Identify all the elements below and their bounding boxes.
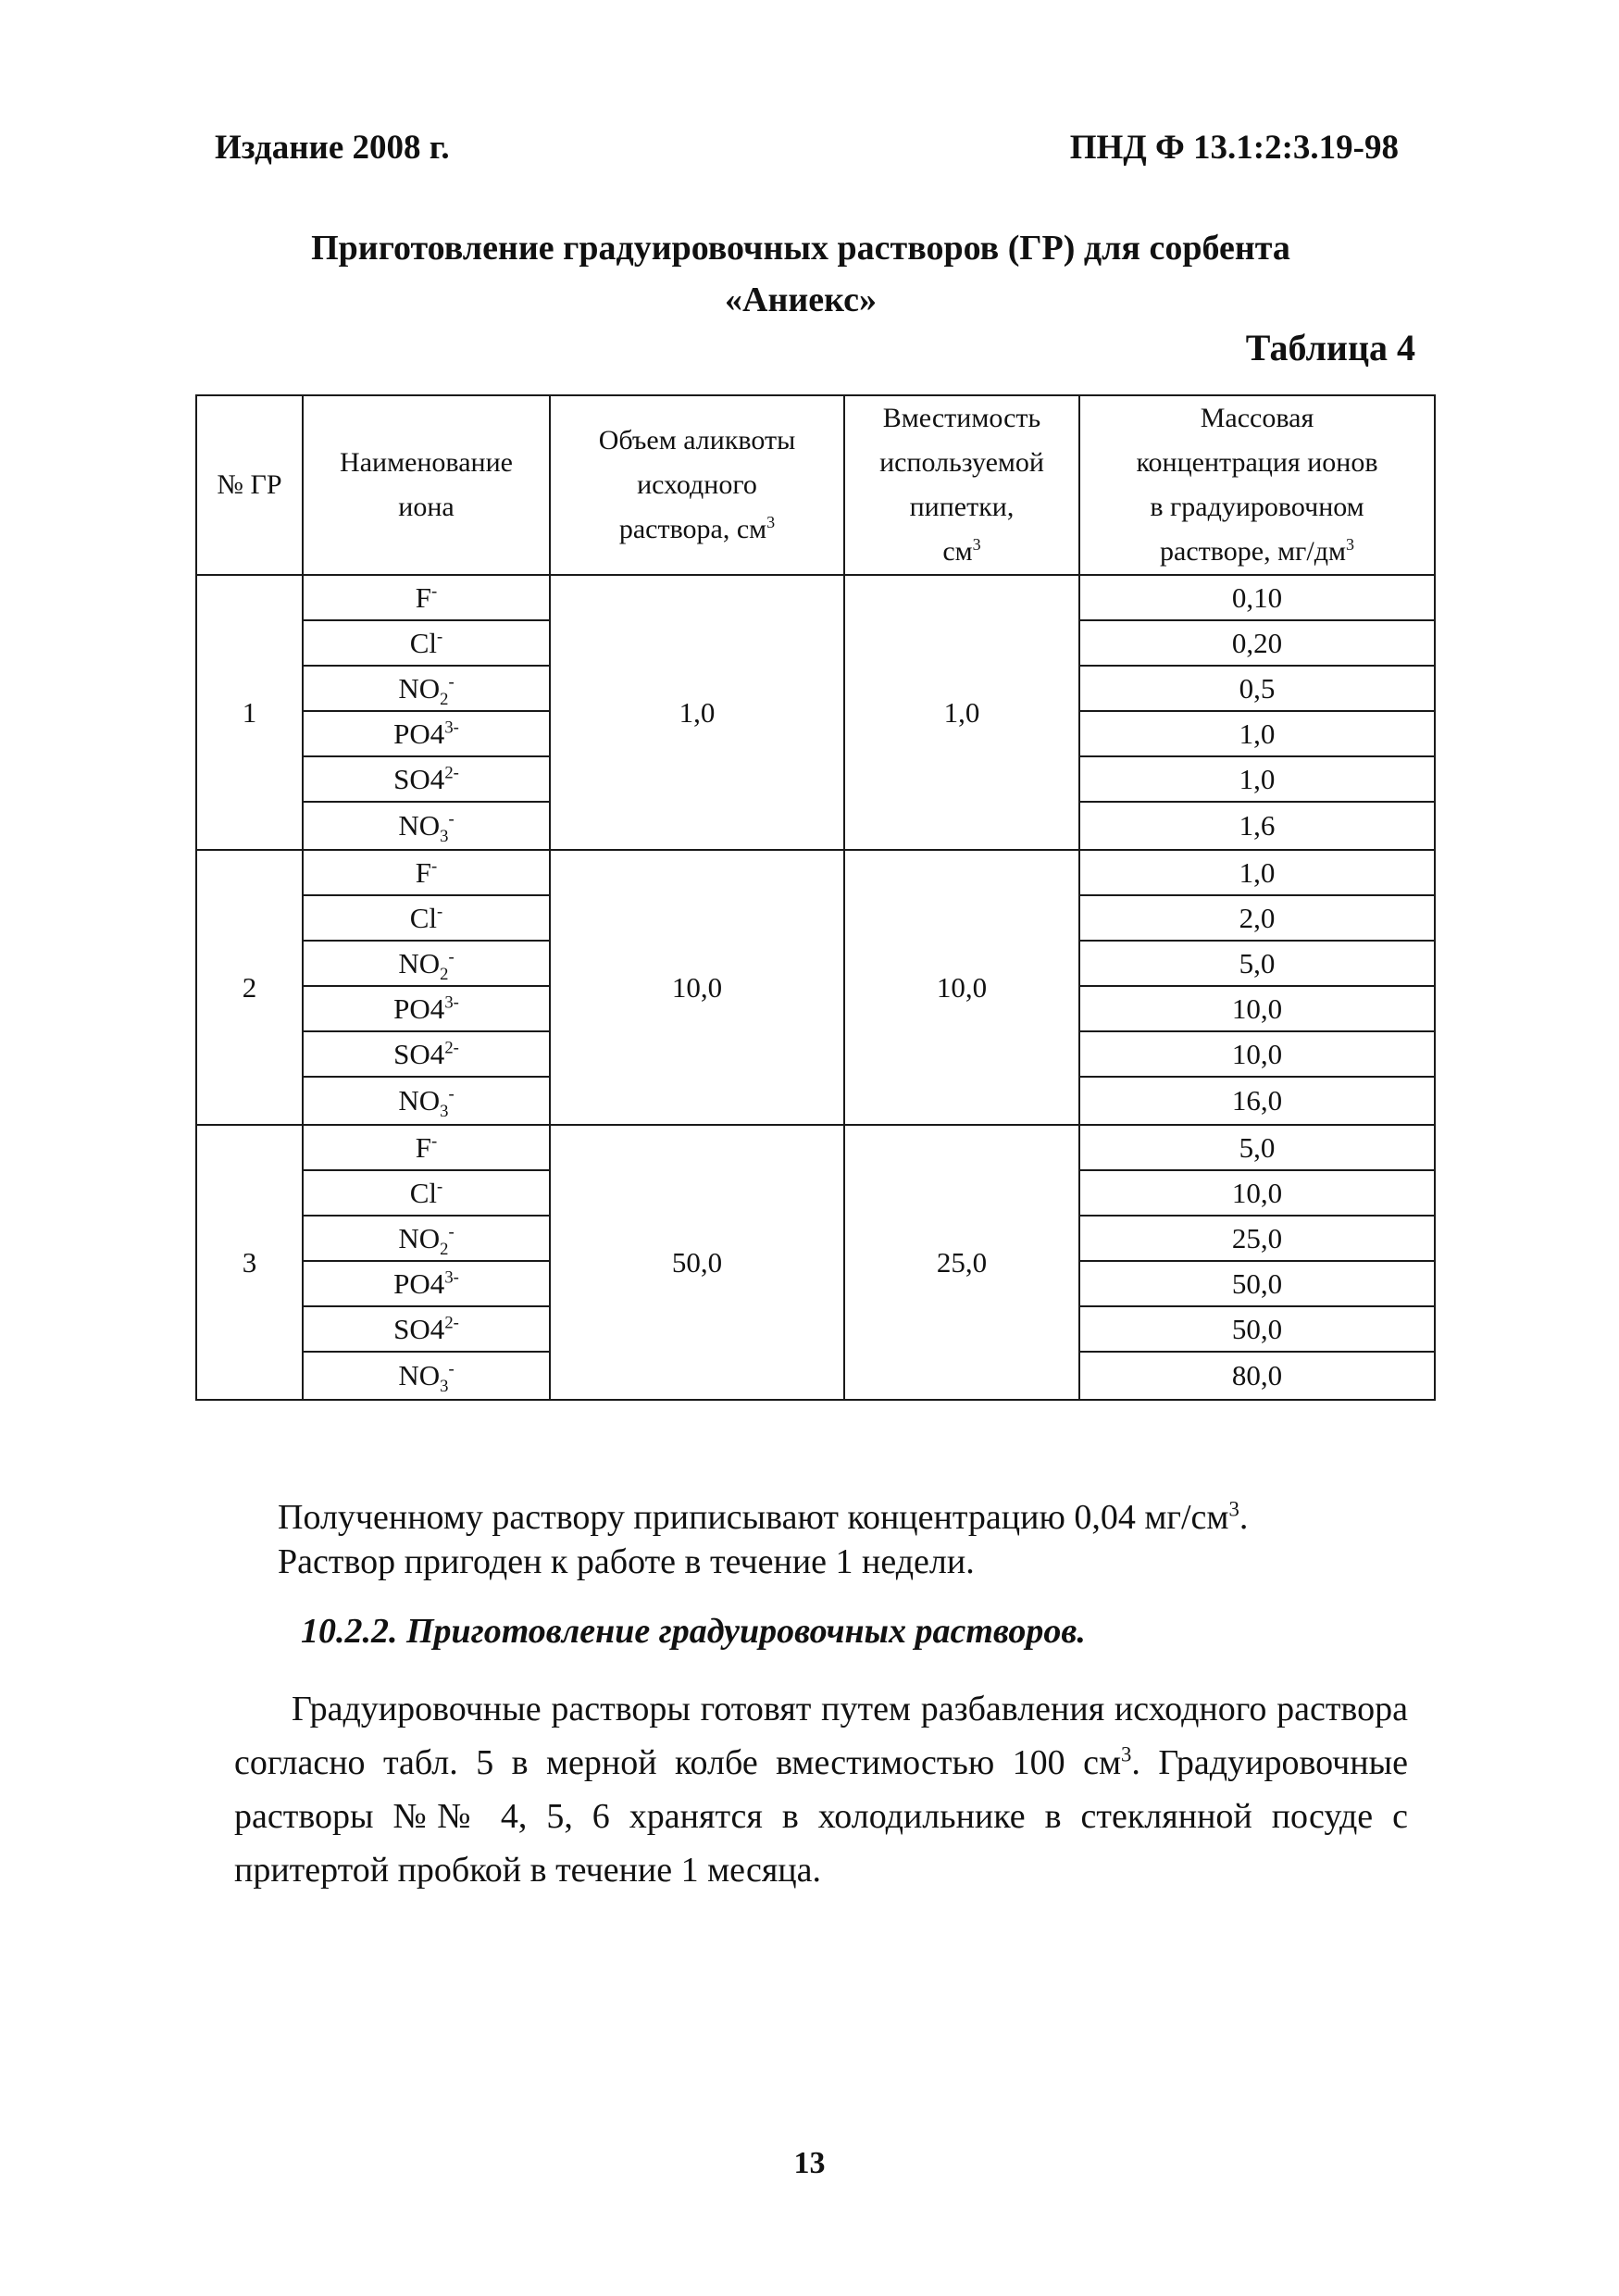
concentration-cell: 10,0 (1079, 1170, 1435, 1216)
ion-cell: Cl- (303, 895, 550, 941)
ion-cell: Cl- (303, 1170, 550, 1216)
concentration-cell: 0,20 (1079, 620, 1435, 666)
concentration-cell: 1,0 (1079, 711, 1435, 756)
table-body (196, 575, 1435, 1400)
calibration-table (195, 394, 1436, 1401)
document-code: ПНД Ф 13.1:2:3.19-98 (1069, 129, 1399, 167)
table-title-line2: «Аниекс» (725, 281, 877, 319)
aliquot-volume-cell: 1,0 (550, 575, 844, 850)
ion-cell: $NO_3^-$ (303, 802, 550, 850)
concentration-cell: 0,10 (1079, 575, 1435, 620)
ion-cell: $SO4^{2-}$ (303, 1306, 550, 1352)
ion-cell: $NO_2^-$ (303, 941, 550, 986)
concentration-cell: 1,0 (1079, 850, 1435, 895)
ion-cell: $PO4^{3-}$ (303, 1261, 550, 1306)
table-row (196, 575, 1435, 620)
concentration-cell: 10,0 (1079, 1031, 1435, 1077)
gr-number-cell: 1 (196, 575, 303, 850)
concentration-cell: 10,0 (1079, 986, 1435, 1031)
concentration-cell: 5,0 (1079, 1125, 1435, 1170)
pipette-capacity-cell: 25,0 (844, 1125, 1079, 1400)
ion-cell: $NO_3^-$ (303, 1352, 550, 1400)
edition-label: Издание 2008 г. (215, 129, 450, 167)
table-row (196, 850, 1435, 895)
table-title (213, 222, 1389, 326)
ion-cell: F- (303, 850, 550, 895)
concentration-cell: 50,0 (1079, 1306, 1435, 1352)
concentration-cell: 80,0 (1079, 1352, 1435, 1400)
table-header-row (196, 395, 1435, 575)
pipette-capacity-cell: 1,0 (844, 575, 1079, 850)
note-concentration: Полученному раствору приписывают концентрацию 0,04 $мг/см^3$. (278, 1497, 1249, 1537)
body-paragraph: Градуировочные растворы готовят путем разбавления исходного раствора согласно табл. 5 в мерной колбе вместимостью 100 $см^3$. Градуировочные растворы №№ 4, 5, 6 хранятся в холодильнике в стеклянной посуде с притертой пробкой в течение 1 месяца. (234, 1690, 1409, 1890)
ion-cell: $PO4^{3-}$ (303, 986, 550, 1031)
header-mass-concentration: Массовая концентрация ионов в градуировочном растворе, $мг/дм^3$ (1079, 395, 1435, 575)
section-heading: 10.2.2. Приготовление градуировочных растворов. (301, 1612, 1086, 1651)
ion-cell: F- (303, 1125, 550, 1170)
concentration-cell: 5,0 (1079, 941, 1435, 986)
ion-cell: $PO4^{3-}$ (303, 711, 550, 756)
concentration-cell: 1,0 (1079, 756, 1435, 802)
concentration-cell: 0,5 (1079, 666, 1435, 711)
header-gr-number: № ГР (196, 395, 303, 575)
ion-cell: $NO_2^-$ (303, 666, 550, 711)
table-number-label: Таблица 4 (1245, 327, 1415, 368)
table-title-line1: Приготовление градуировочных растворов (ГР) для сорбента (311, 229, 1290, 268)
pipette-capacity-cell: 10,0 (844, 850, 1079, 1125)
aliquot-volume-cell: 10,0 (550, 850, 844, 1125)
gr-number-cell: 3 (196, 1125, 303, 1400)
ion-cell: Cl- (303, 620, 550, 666)
concentration-cell: 16,0 (1079, 1077, 1435, 1125)
gr-number-cell: 2 (196, 850, 303, 1125)
concentration-cell: 2,0 (1079, 895, 1435, 941)
concentration-cell: 1,6 (1079, 802, 1435, 850)
note-validity: Раствор пригоден к работе в течение 1 недели. (278, 1542, 975, 1581)
header-aliquot-volume: Объем аликвоты исходного раствора, $см^3$ (550, 395, 844, 575)
ion-cell: $NO_3^-$ (303, 1077, 550, 1125)
table-row (196, 1125, 1435, 1170)
header-ion-name: Наименование иона (303, 395, 550, 575)
ion-cell: $SO4^{2-}$ (303, 1031, 550, 1077)
page-number: 13 (793, 2146, 826, 2180)
concentration-cell: 25,0 (1079, 1216, 1435, 1261)
header-pipette-capacity: Вместимость используемой пипетки, $см^3$ (844, 395, 1079, 575)
ion-cell: $SO4^{2-}$ (303, 756, 550, 802)
concentration-cell: 50,0 (1079, 1261, 1435, 1306)
ion-cell: F- (303, 575, 550, 620)
aliquot-volume-cell: 50,0 (550, 1125, 844, 1400)
ion-cell: $NO_2^-$ (303, 1216, 550, 1261)
